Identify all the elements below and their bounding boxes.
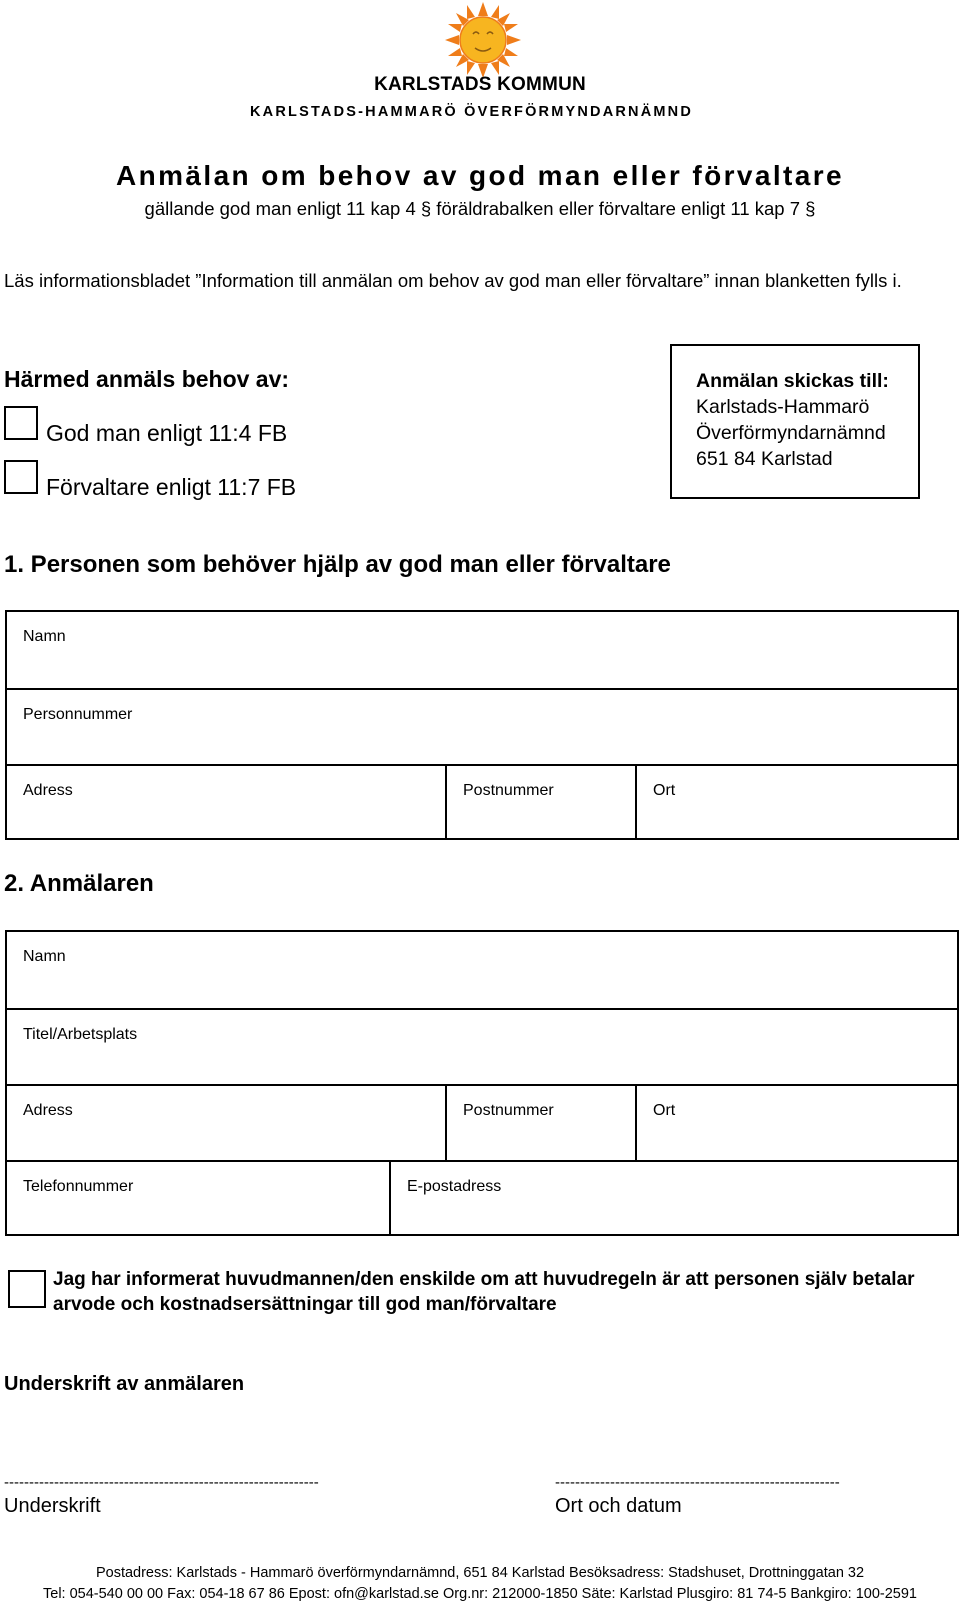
s2-name-field[interactable]: [7, 932, 957, 1008]
s1-postal-code-field[interactable]: [445, 766, 635, 840]
section2-heading: 2. Anmälaren: [4, 870, 154, 897]
send-to-heading: Anmälan skickas till:: [696, 370, 889, 392]
forvaltare-checkbox[interactable]: [4, 460, 38, 494]
confirmation-checkbox[interactable]: [8, 1270, 46, 1308]
page-subtitle: gällande god man enligt 11 kap 4 § föräldrabalken eller förvaltare enligt 11 kap 7 §: [144, 198, 816, 219]
s2-contact-row: [7, 1160, 957, 1236]
s2-address-row: [7, 1084, 957, 1160]
s1-address-field[interactable]: [7, 766, 445, 840]
s1-postal-code-label: Postnummer: [463, 782, 554, 799]
s1-name-label: Namn: [23, 628, 66, 645]
confirmation-text: Jag har informerat huvudmannen/den enskilde om att huvudregeln är att personen själv betalar arvode och kostnadsersättningar till god man/förvaltare: [53, 1269, 915, 1315]
s1-personal-number-field[interactable]: [7, 690, 957, 764]
sun-logo-icon: [445, 2, 521, 78]
s1-name-field[interactable]: [7, 612, 957, 688]
s1-city-label: Ort: [653, 782, 676, 799]
request-heading: Härmed anmäls behov av:: [4, 366, 290, 392]
s2-title-label: Titel/Arbetsplats: [23, 1026, 138, 1043]
send-to-box: [670, 344, 920, 499]
send-to-line1: Karlstads-Hammarö: [696, 396, 870, 418]
s2-address-field[interactable]: [7, 1086, 445, 1160]
s1-address-row: [7, 764, 957, 840]
s2-phone-field[interactable]: [7, 1162, 389, 1236]
forvaltare-label: Förvaltare enligt 11:7 FB: [46, 474, 297, 500]
god-man-checkbox[interactable]: [4, 406, 38, 440]
s2-email-label: E-postadress: [407, 1178, 502, 1195]
s1-personal-number-label: Personnummer: [23, 706, 133, 723]
signature-heading: Underskrift av anmälaren: [4, 1373, 245, 1395]
place-date-line[interactable]: ---------------------------------------------------------: [555, 1474, 840, 1491]
footer-line1: Postadress: Karlstads - Hammarö överförmyndarnämnd, 651 84 Karlstad Besöksadress: Stadshuset, Drottninggatan 32: [95, 1565, 865, 1581]
s2-city-label: Ort: [653, 1102, 676, 1119]
god-man-label: God man enligt 11:4 FB: [46, 420, 288, 446]
board-name: KARLSTADS-HAMMARÖ ÖVERFÖRMYNDARNÄMND: [250, 104, 694, 120]
s1-pnr-row: [7, 688, 957, 764]
s2-address-label: Adress: [23, 1102, 73, 1119]
s2-city-field[interactable]: [635, 1086, 957, 1160]
intro-text: Läs informationsbladet ”Information till anmälan om behov av god man eller förvaltare” innan blanketten fylls i.: [4, 270, 902, 291]
section1-heading: 1. Personen som behöver hjälp av god man eller förvaltare: [4, 551, 671, 578]
s2-name-label: Namn: [23, 948, 66, 965]
section1-form: [5, 610, 959, 840]
s1-address-label: Adress: [23, 782, 73, 799]
s2-phone-label: Telefonnummer: [23, 1178, 134, 1195]
s2-name-row: [7, 932, 957, 1008]
s2-title-field[interactable]: [7, 1010, 957, 1084]
s1-name-row: [7, 612, 957, 688]
municipality-name: KARLSTADS KOMMUN: [374, 74, 586, 95]
signature-line[interactable]: ---------------------------------------------------------------: [4, 1474, 319, 1491]
s1-city-field[interactable]: [635, 766, 957, 840]
send-to-line3: 651 84 Karlstad: [696, 448, 833, 470]
s2-email-field[interactable]: [389, 1162, 957, 1236]
page-title: Anmälan om behov av god man eller förvaltare: [116, 160, 844, 191]
place-date-label: Ort och datum: [555, 1495, 682, 1517]
s2-postal-code-label: Postnummer: [463, 1102, 554, 1119]
footer-line2: Tel: 054-540 00 00 Fax: 054-18 67 86 Epost: ofn@karlstad.se Org.nr: 212000-1850 Säte: Karlstad Plusgiro: 81 74-5 Bankgiro: 100-2591: [43, 1586, 917, 1602]
signature-label: Underskrift: [4, 1495, 101, 1517]
s2-postal-code-field[interactable]: [445, 1086, 635, 1160]
send-to-line2: Överförmyndarnämnd: [696, 422, 886, 444]
s2-title-row: [7, 1008, 957, 1084]
section2-form: [5, 930, 959, 1236]
